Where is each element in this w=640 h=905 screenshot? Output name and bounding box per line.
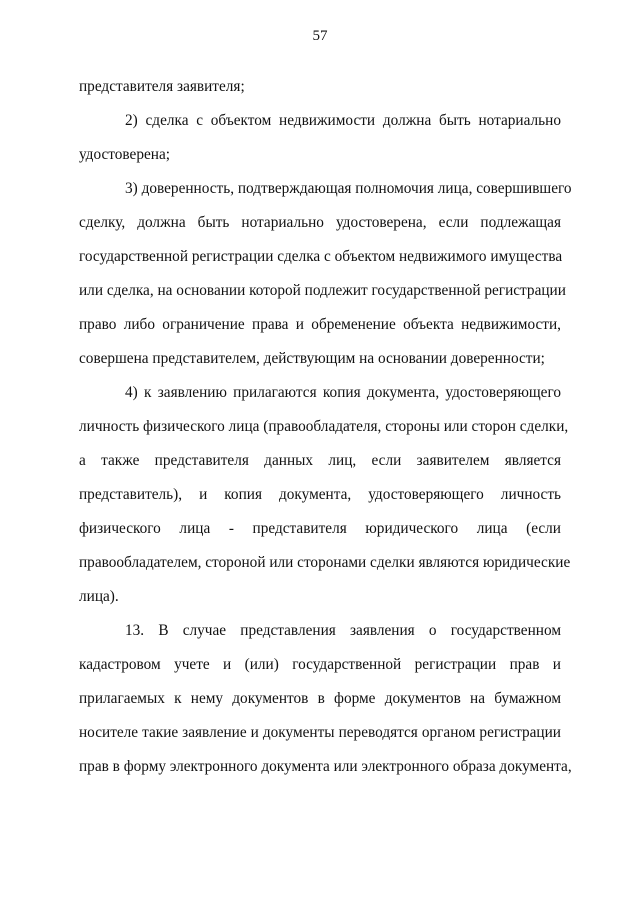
text-line: 13. В случае представления заявления о государственном bbox=[125, 622, 561, 639]
text-line: а также представителя данных лиц, если заявителем является bbox=[79, 452, 561, 469]
text-line: представителя заявителя; bbox=[79, 78, 245, 95]
text-line: государственной регистрации сделка с объектом недвижимого имущества bbox=[79, 248, 563, 265]
text-line: 4) к заявлению прилагаются копия документа, удостоверяющего bbox=[125, 384, 561, 401]
text-line: 2) сделка с объектом недвижимости должна быть нотариально bbox=[125, 112, 561, 129]
text-line: сделку, должна быть нотариально удостоверена, если подлежащая bbox=[79, 214, 561, 231]
text-line: правообладателем, стороной или сторонами сделки являются юридические bbox=[79, 554, 571, 571]
text-line: носителе такие заявление и документы переводятся органом регистрации bbox=[79, 724, 561, 741]
text-line: или сделка, на основании которой подлежит государственной регистрации bbox=[79, 282, 566, 299]
text-line: прилагаемых к нему документов в форме документов на бумажном bbox=[79, 690, 561, 707]
text-line: удостоверена; bbox=[79, 146, 171, 163]
text-line: лица). bbox=[79, 588, 119, 605]
text-line: прав в форму электронного документа или электронного образа документа, bbox=[79, 758, 572, 775]
text-line: совершена представителем, действующим на основании доверенности; bbox=[79, 350, 545, 367]
text-line: 3) доверенность, подтверждающая полномочия лица, совершившего bbox=[125, 180, 572, 197]
document-body bbox=[79, 70, 572, 784]
text-line: физического лица - представителя юридического лица (если bbox=[79, 520, 561, 537]
text-line: личность физического лица (правообладателя, стороны или сторон сделки, bbox=[79, 418, 569, 435]
text-line: кадастровом учете и (или) государственной регистрации прав и bbox=[79, 656, 561, 673]
text-line: представитель), и копия документа, удостоверяющего личность bbox=[79, 486, 561, 503]
page-number: 57 bbox=[312, 28, 328, 44]
text-line: право либо ограничение права и обременение объекта недвижимости, bbox=[79, 316, 561, 333]
